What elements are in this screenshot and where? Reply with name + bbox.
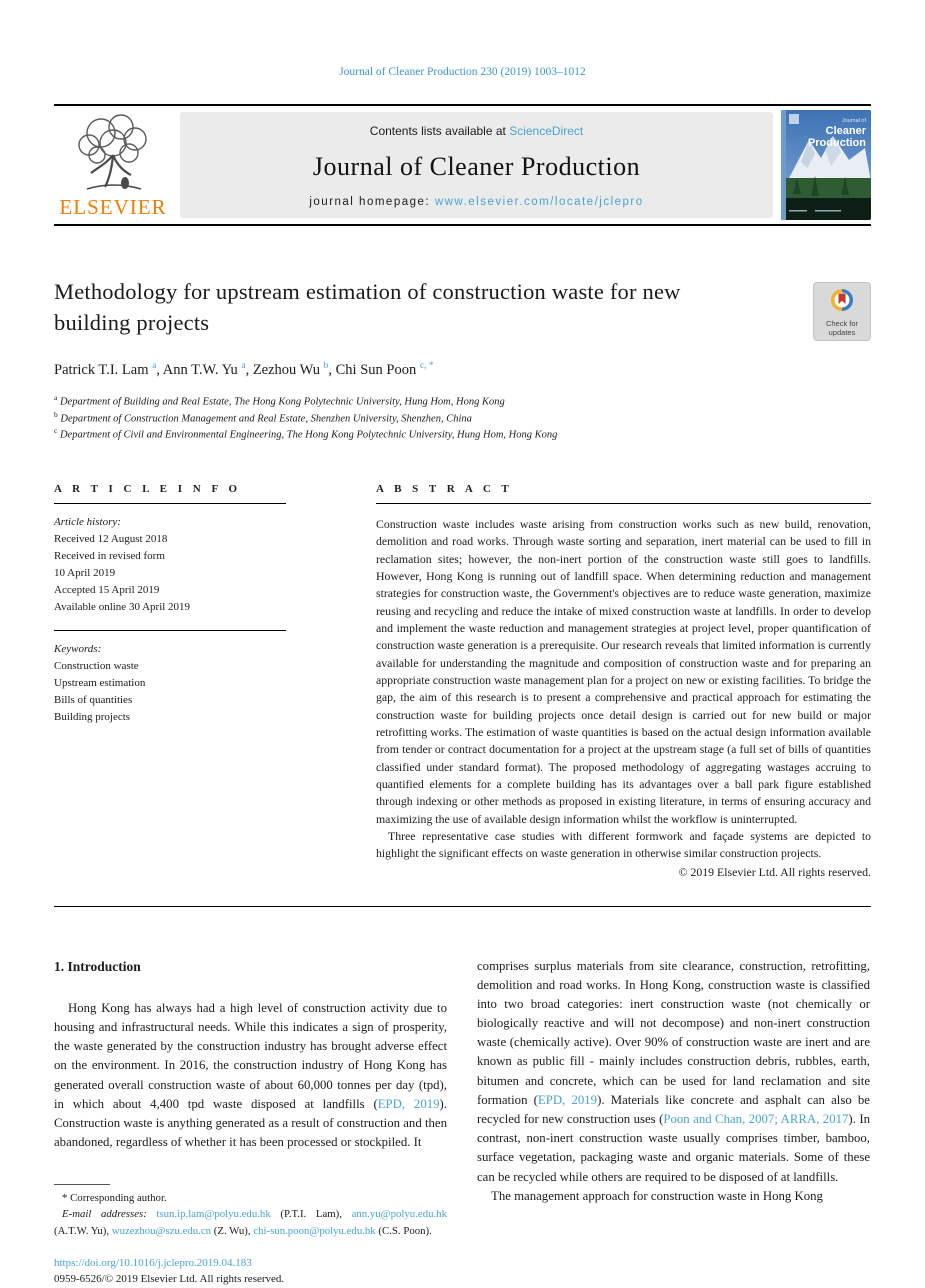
- homepage-link[interactable]: www.elsevier.com/locate/jclepro: [434, 196, 644, 208]
- check-for-updates-label: Check for updates: [825, 319, 859, 337]
- contents-line: [190, 124, 763, 138]
- check-for-updates-badge[interactable]: [813, 282, 871, 341]
- keyword: Building projects: [54, 711, 131, 724]
- elsevier-wordmark: ELSEVIER: [59, 195, 167, 219]
- email-link[interactable]: wuzezhou@szu.edu.cn: [111, 1224, 212, 1237]
- article-info-heading: A R T I C L E I N F O: [54, 482, 242, 495]
- email-link[interactable]: chi-sun.poon@polyu.edu.hk: [253, 1224, 376, 1237]
- divider: [54, 503, 286, 504]
- abstract-heading: A B S T R A C T: [376, 482, 513, 495]
- homepage-prefix: journal homepage:: [309, 196, 435, 208]
- svg-text:Production: Production: [807, 137, 866, 149]
- body-paragraph: [477, 957, 870, 1187]
- body-paragraph: [54, 999, 447, 1153]
- text-run: E-mail addresses:: [62, 1208, 157, 1221]
- citation-link[interactable]: EPD, 2019: [377, 1096, 440, 1111]
- text-run: (C.S. Poon).: [375, 1224, 432, 1237]
- affiliation: $^b$ Department of Construction Management and Real Estate, Shenzhen University, Shenzhen, China: [54, 409, 472, 425]
- left-column: [54, 957, 447, 1288]
- author: Patrick T.I. Lam $^a$,: [54, 361, 163, 378]
- email-addresses-line: [54, 1206, 447, 1238]
- issn-copyright-line: 0959-6526/© 2019 Elsevier Ltd. All rights reserved.: [54, 1273, 285, 1286]
- copyright-line: © 2019 Elsevier Ltd. All rights reserved.: [678, 864, 871, 879]
- doi-block: [54, 1255, 447, 1288]
- history-line: Available online 30 April 2019: [54, 601, 191, 614]
- author: Ann T.W. Yu $^a$,: [162, 361, 253, 378]
- article-history: [54, 514, 286, 616]
- abstract-column: [376, 483, 871, 880]
- elsevier-logo: [54, 112, 172, 218]
- divider: [54, 630, 286, 631]
- history-line: Received in revised form: [54, 550, 165, 563]
- keyword: Bills of quantities: [54, 694, 133, 707]
- affiliation: $^c$ Department of Civil and Environmental Engineering, The Hong Kong Polytechnic University, Hung Hom, Hong Kong: [54, 426, 558, 441]
- keyword: Construction waste: [54, 660, 139, 673]
- doi-link[interactable]: https://doi.org/10.1016/j.jclepro.2019.04.183: [54, 1256, 252, 1269]
- svg-text:Journal of: Journal of: [841, 118, 866, 124]
- author: Zezhou Wu $^b$,: [252, 361, 336, 378]
- footnote-block: [54, 1184, 447, 1239]
- history-line: 10 April 2019: [54, 567, 116, 580]
- author-affil-sup: a: [241, 361, 246, 371]
- paper-page: [54, 0, 871, 1288]
- email-link[interactable]: tsun.ip.lam@polyu.edu.hk: [156, 1208, 271, 1221]
- text-run: comprises surplus materials from site clearance, construction, retrofitting, demolition and road works. In Hong Kong, construction waste is classified into two broad categories: inert construction waste (not chemically or biologically reactive and will not decompose) and non-inert construction waste (chemically active). Over 90% of construction waste are inert and are known as public fill - mainly includes construction debris, rubbles, earth, bitumen and concrete, which can be used for land reclamation and site formation (: [477, 958, 870, 1107]
- text-run: ). In contrast, non-inert construction waste usually comprises timber, bamboo, surface vegetation, packaging waste and organic materials. Some of these can be recycled while others are required to be disposed of at landfills.: [477, 1112, 870, 1184]
- masthead-box: [180, 112, 773, 218]
- section-heading-introduction: 1. Introduction: [54, 958, 141, 974]
- contents-prefix: Contents lists available at: [369, 124, 510, 138]
- author-affil-sup: c, *: [419, 361, 434, 371]
- journal-title: Journal of Cleaner Production: [312, 152, 641, 181]
- author: Chi Sun Poon $^{c, *}$: [335, 361, 434, 378]
- keywords-block: [54, 641, 286, 726]
- info-abstract-block: [54, 483, 871, 907]
- homepage-line: [190, 196, 763, 208]
- sciencedirect-link[interactable]: ScienceDirect: [509, 124, 584, 138]
- abstract-paragraph: Three representative case studies with different formwork and façade systems are depicted to highlight the significant effects on waste generation in otherwise similar construction projects.: [376, 828, 871, 861]
- journal-cover-thumbnail[interactable]: [781, 110, 871, 220]
- text-run: (Z. Wu),: [211, 1224, 254, 1237]
- check-for-updates-icon: [829, 300, 855, 317]
- author-list: [54, 361, 871, 379]
- article-history-label: Article history:: [54, 515, 121, 528]
- svg-text:Cleaner: Cleaner: [825, 125, 866, 137]
- journal-masthead: [54, 104, 871, 226]
- affiliation-list: [54, 393, 871, 443]
- text-run: ). Materials like concrete and asphalt can also be recycled for new construction uses (: [477, 1092, 870, 1127]
- text-run: (A.T.W. Yu),: [54, 1224, 112, 1237]
- divider: [376, 503, 871, 504]
- keyword: Upstream estimation: [54, 677, 146, 690]
- right-column: [477, 957, 870, 1288]
- text-run: (P.T.I. Lam),: [270, 1208, 352, 1221]
- paper-title: Methodology for upstream estimation of construction waste for new building projects: [54, 279, 681, 336]
- abstract-paragraph: Construction waste includes waste arising from construction works such as new build, renovation, demolition and road works. Through waste sorting and separation, inert material can be used to fill in reclamation sites; however, the non-inert portion of the construction waste still goes to landfills. However, Hong Kong is running out of landfill space. When determining reduction and management strategies for construction waste, the Government's objectives are to reduce waste generation, maximize reusing and recycling and reduce the intake of mixed construction waste at landfills. In order to develop and implement the waste reduction and management strategies at project level, proper quantification of construction waste generation is a prerequisite. Our research reveals that limited information is currently available for understanding the magnitude and composition of construction waste and for preparing an appropriate construction waste management plan for a project on new or existing facilities. To bridge the gap, the aim of this research is to present a comprehensive and practical approach for estimating the construction waste for building projects once detail design is carried out for new build or major retrofitting works. The estimation of waste quantities is based on the actual design information available from tender or contract documentation for a project at the upstream stage (a full set of bills of quantities classified under standard format). The proposed methodology of aggregating wastages accruing to quantified elements for a complete building has its advantages over a ball park figure established through indexing or other methods as proposed in existing literature, in terms of ensuring accuracy and maximizing the use of available design information whilst the workflow is uninterrupted.: [376, 516, 871, 826]
- article-info-column: [54, 483, 286, 880]
- history-line: Received 12 August 2018: [54, 533, 168, 546]
- citation-link[interactable]: EPD, 2019: [537, 1092, 598, 1107]
- body-paragraph: The management approach for construction waste in Hong Kong: [491, 1188, 823, 1203]
- keywords-label: Keywords:: [54, 643, 102, 656]
- author-affil-sup: b: [323, 361, 329, 371]
- author-affil-sup: a: [152, 361, 157, 371]
- journal-citation: Journal of Cleaner Production 230 (2019) 1003–1012: [339, 66, 586, 78]
- history-line: Accepted 15 April 2019: [54, 584, 160, 597]
- affiliation: $^a$ Department of Building and Real Estate, The Hong Kong Polytechnic University, Hung Hom, Hong Kong: [54, 392, 505, 408]
- text-run: Hong Kong has always had a high level of construction activity due to housing and infrastructural needs. While this indicates a sign of prosperity, the waste generated by the construction industry has brought adverse effect on the environment. In 2016, the construction industry of Hong Kong has generated overall construction waste of about 60,000 tonnes per day (tpd), in which about 4,400 tpd waste disposed at landfills (: [54, 1000, 447, 1111]
- corresponding-author-note: * Corresponding author.: [62, 1192, 167, 1205]
- elsevier-tree-icon: [67, 111, 159, 195]
- text-run: ). Construction waste is anything generated as a result of construction and then abandoned, regardless of whether it has been processed or stockpiled. It: [54, 1096, 447, 1150]
- citation-link[interactable]: Poon and Chan, 2007; ARRA, 2017: [663, 1112, 849, 1127]
- email-link[interactable]: ann.yu@polyu.edu.hk: [351, 1208, 447, 1221]
- footnote-divider: [54, 1184, 110, 1185]
